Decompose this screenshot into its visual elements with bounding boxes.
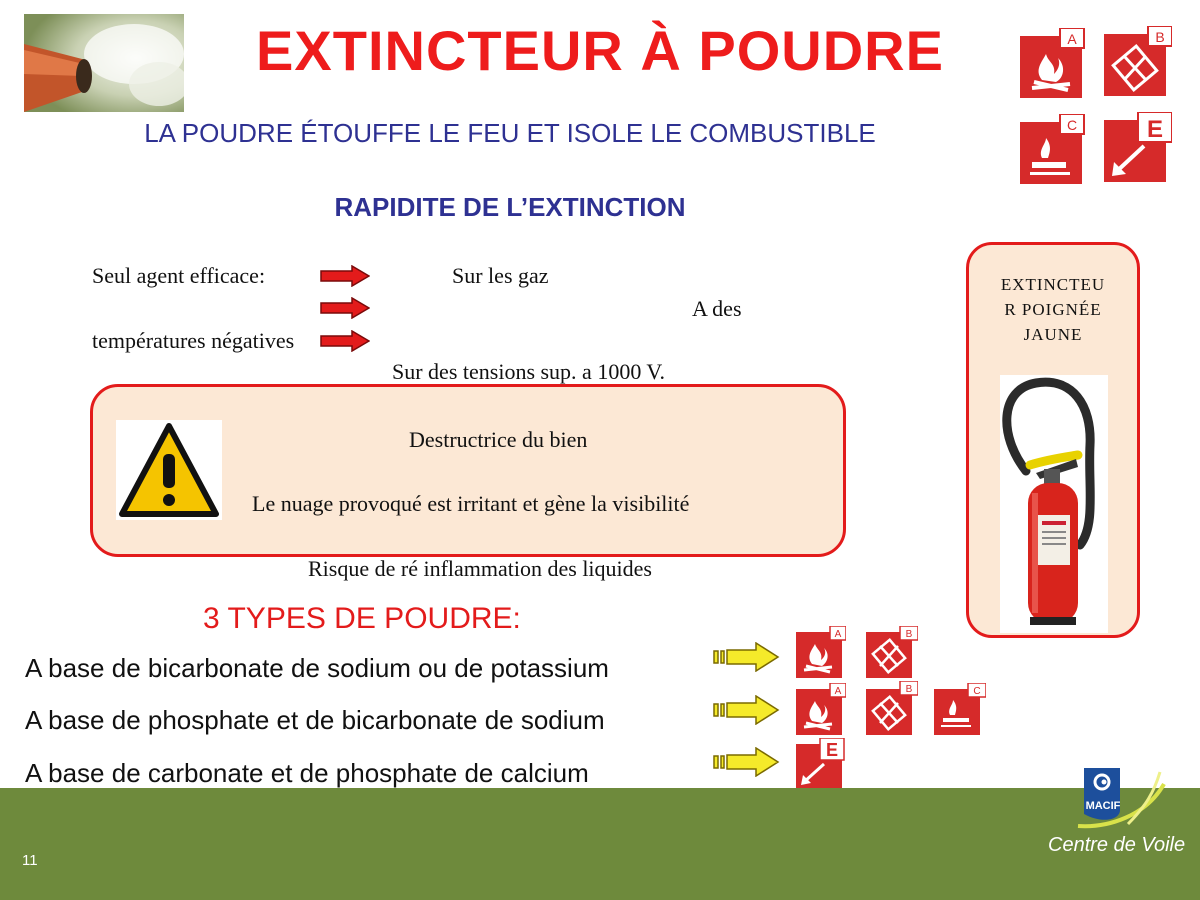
fire-class-a-icon <box>796 626 846 683</box>
advantage-temperature-b: températures négatives <box>92 328 295 353</box>
arrow-right-icon <box>320 297 370 324</box>
fire-class-c-icon <box>1020 114 1086 189</box>
fire-class-b-icon <box>1104 26 1172 103</box>
warning-line-1: Destructrice du bien <box>409 427 588 452</box>
advantage-voltage: Sur des tensions sup. a 1000 V. <box>392 359 665 384</box>
footer-band <box>0 788 1200 900</box>
section-heading: RAPIDITE DE L’EXTINCTION <box>334 192 686 222</box>
fire-class-a-icon <box>1020 28 1086 103</box>
type-item-2: A base de phosphate et de bicarbonate de sodium <box>25 705 605 735</box>
types-title: 3 TYPES DE POUDRE: <box>203 602 521 635</box>
advantage-gas: Sur les gaz <box>452 263 549 288</box>
fire-class-c-icon <box>934 683 986 740</box>
arrow-right-icon <box>712 747 780 782</box>
hose-photo <box>24 14 184 112</box>
side-panel-label: EXTINCTEU R POIGNÉE JAUNE <box>1000 275 1106 344</box>
fire-class-a-icon <box>796 683 846 740</box>
svg-text:B: B <box>905 684 913 695</box>
svg-text:E: E <box>1146 116 1164 143</box>
warning-line-2: Le nuage provoqué est irritant et gène la visibilité <box>252 491 690 516</box>
svg-text:E: E <box>825 740 839 760</box>
subtitle: LA POUDRE ÉTOUFFE LE FEU ET ISOLE LE COMBUSTIBLE <box>144 118 876 148</box>
arrow-right-icon <box>712 695 780 730</box>
fire-class-e-icon <box>796 738 846 795</box>
arrow-right-icon <box>320 265 370 292</box>
page-title: EXTINCTEUR À POUDRE <box>256 19 944 82</box>
svg-text:A: A <box>834 629 842 640</box>
advantage-temperature-a: A des <box>692 296 742 321</box>
arrow-right-icon <box>320 330 370 357</box>
type-item-1: A base de bicarbonate de sodium ou de potassium <box>25 653 609 683</box>
warning-line-3: Risque de ré inflammation des liquides <box>308 556 652 581</box>
svg-text:C: C <box>1066 117 1078 133</box>
fire-class-e-icon <box>1104 112 1172 189</box>
warning-triangle-icon <box>116 420 222 520</box>
advantages-intro: Seul agent efficace: <box>92 263 266 288</box>
svg-text:A: A <box>834 686 842 697</box>
fire-class-b-icon <box>866 626 918 683</box>
type-item-3: A base de carbonate et de phosphate de calcium <box>25 758 589 788</box>
extinguisher-photo <box>1000 375 1108 633</box>
arrow-right-icon <box>712 642 780 677</box>
macif-brand-text: MACIF <box>1085 800 1121 812</box>
logo-tagline: Centre de Voile <box>1048 834 1186 856</box>
svg-text:C: C <box>973 686 981 697</box>
svg-text:B: B <box>1155 29 1165 45</box>
svg-text:B: B <box>905 629 913 640</box>
page-number: 11 <box>22 852 38 869</box>
svg-text:A: A <box>1067 31 1077 47</box>
fire-class-b-icon <box>866 681 918 740</box>
